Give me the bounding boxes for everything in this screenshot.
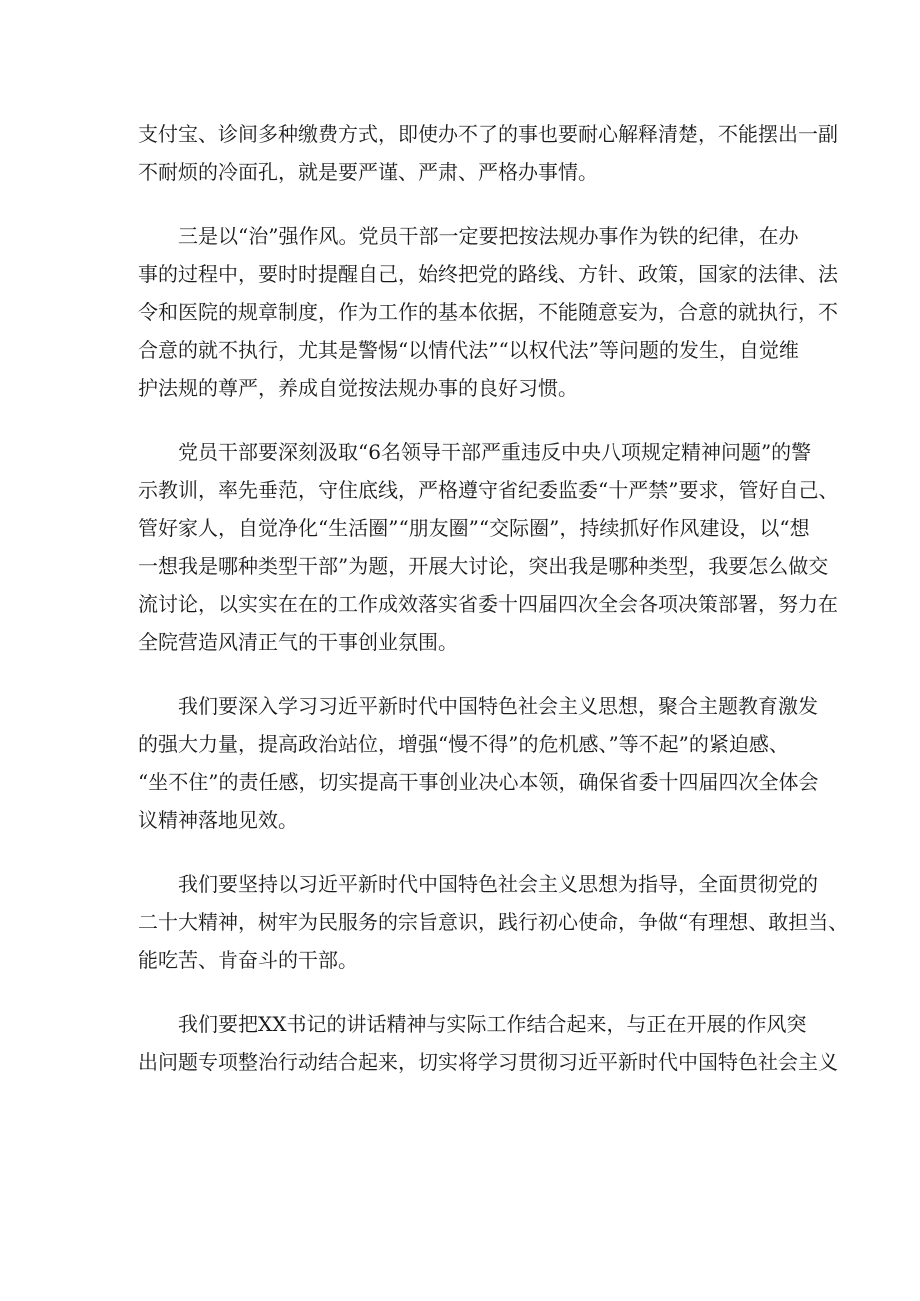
paragraph-line: 出问题专项整治行动结合起来，切实将学习贯彻习近平新时代中国特色社会主义 (138, 1050, 838, 1074)
paragraph-line: 我们要深入学习习近平新时代中国特色社会主义思想，聚合主题教育激发 (178, 694, 818, 718)
paragraph-line: 令和医院的规章制度，作为工作的基本依据，不能随意妄为，合意的就执行，不 (138, 300, 838, 324)
paragraph-line: 示教训，率先垂范，守住底线，严格遵守省纪委监委“十严禁”要求，管好自己、 (138, 478, 839, 502)
paragraph-line: 一想我是哪种类型干部”为题，开展大讨论，突出我是哪种类型，我要怎么做交 (138, 554, 829, 578)
paragraph-line: 合意的就不执行，尤其是警惕“以情代法”“以权代法”等问题的发生，自觉维 (138, 338, 799, 362)
paragraph-line: 能吃苦、肯奋斗的干部。 (138, 948, 358, 972)
paragraph-line: 我们要把XX书记的讲话精神与实际工作结合起来，与正在开展的作风突 (178, 1012, 807, 1036)
paragraph-line: 不耐烦的冷面孔，就是要严谨、严肃、严格办事情。 (138, 160, 598, 184)
paragraph-line: 事的过程中，要时时提醒自己，始终把党的路线、方针、政策，国家的法律、法 (138, 262, 838, 286)
paragraph-line: 支付宝、诊间多种缴费方式，即使办不了的事也要耐心解释清楚，不能摆出一副 (138, 122, 838, 146)
paragraph-2 (138, 217, 838, 407)
paragraph-3 (138, 433, 839, 661)
paragraph-line: “坐不住”的责任感，切实提高干事创业决心本领，确保省委十四届四次全体会 (138, 770, 819, 794)
paragraph-line: 我们要坚持以习近平新时代中国特色社会主义思想为指导，全面贯彻党的 (178, 872, 818, 896)
paragraph-5 (138, 865, 849, 979)
document-body (138, 115, 849, 1081)
paragraph-line: 全院营造风清正气的干事创业氛围。 (138, 630, 458, 654)
paragraph-line: 二十大精神，树牢为民服务的宗旨意识，践行初心使命，争做“有理想、敢担当、 (138, 910, 849, 934)
paragraph-4 (138, 687, 819, 839)
paragraph-line: 议精神落地见效。 (138, 808, 298, 832)
paragraph-line: 三是以“治”强作风。党员干部一定要把按法规办事作为铁的纪律，在办 (178, 224, 799, 248)
paragraph-line: 护法规的尊严，养成自觉按法规办事的良好习惯。 (138, 376, 578, 400)
paragraph-line: 党员干部要深刻汲取“6名领导干部严重违反中央八项规定精神问题”的警 (178, 440, 812, 464)
paragraph-line: 的强大力量，提高政治站位，增强“慢不得”的危机感、”等不起”的紧迫感、 (138, 732, 789, 756)
paragraph-line: 管好家人，自觉净化“生活圈”“朋友圈”“交际圈”，持续抓好作风建设，以“想 (138, 516, 810, 540)
paragraph-6 (138, 1005, 838, 1081)
paragraph-line: 流讨论，以实实在在的工作成效落实省委十四届四次全会各项决策部署，努力在 (138, 592, 838, 616)
paragraph-1 (138, 115, 838, 191)
